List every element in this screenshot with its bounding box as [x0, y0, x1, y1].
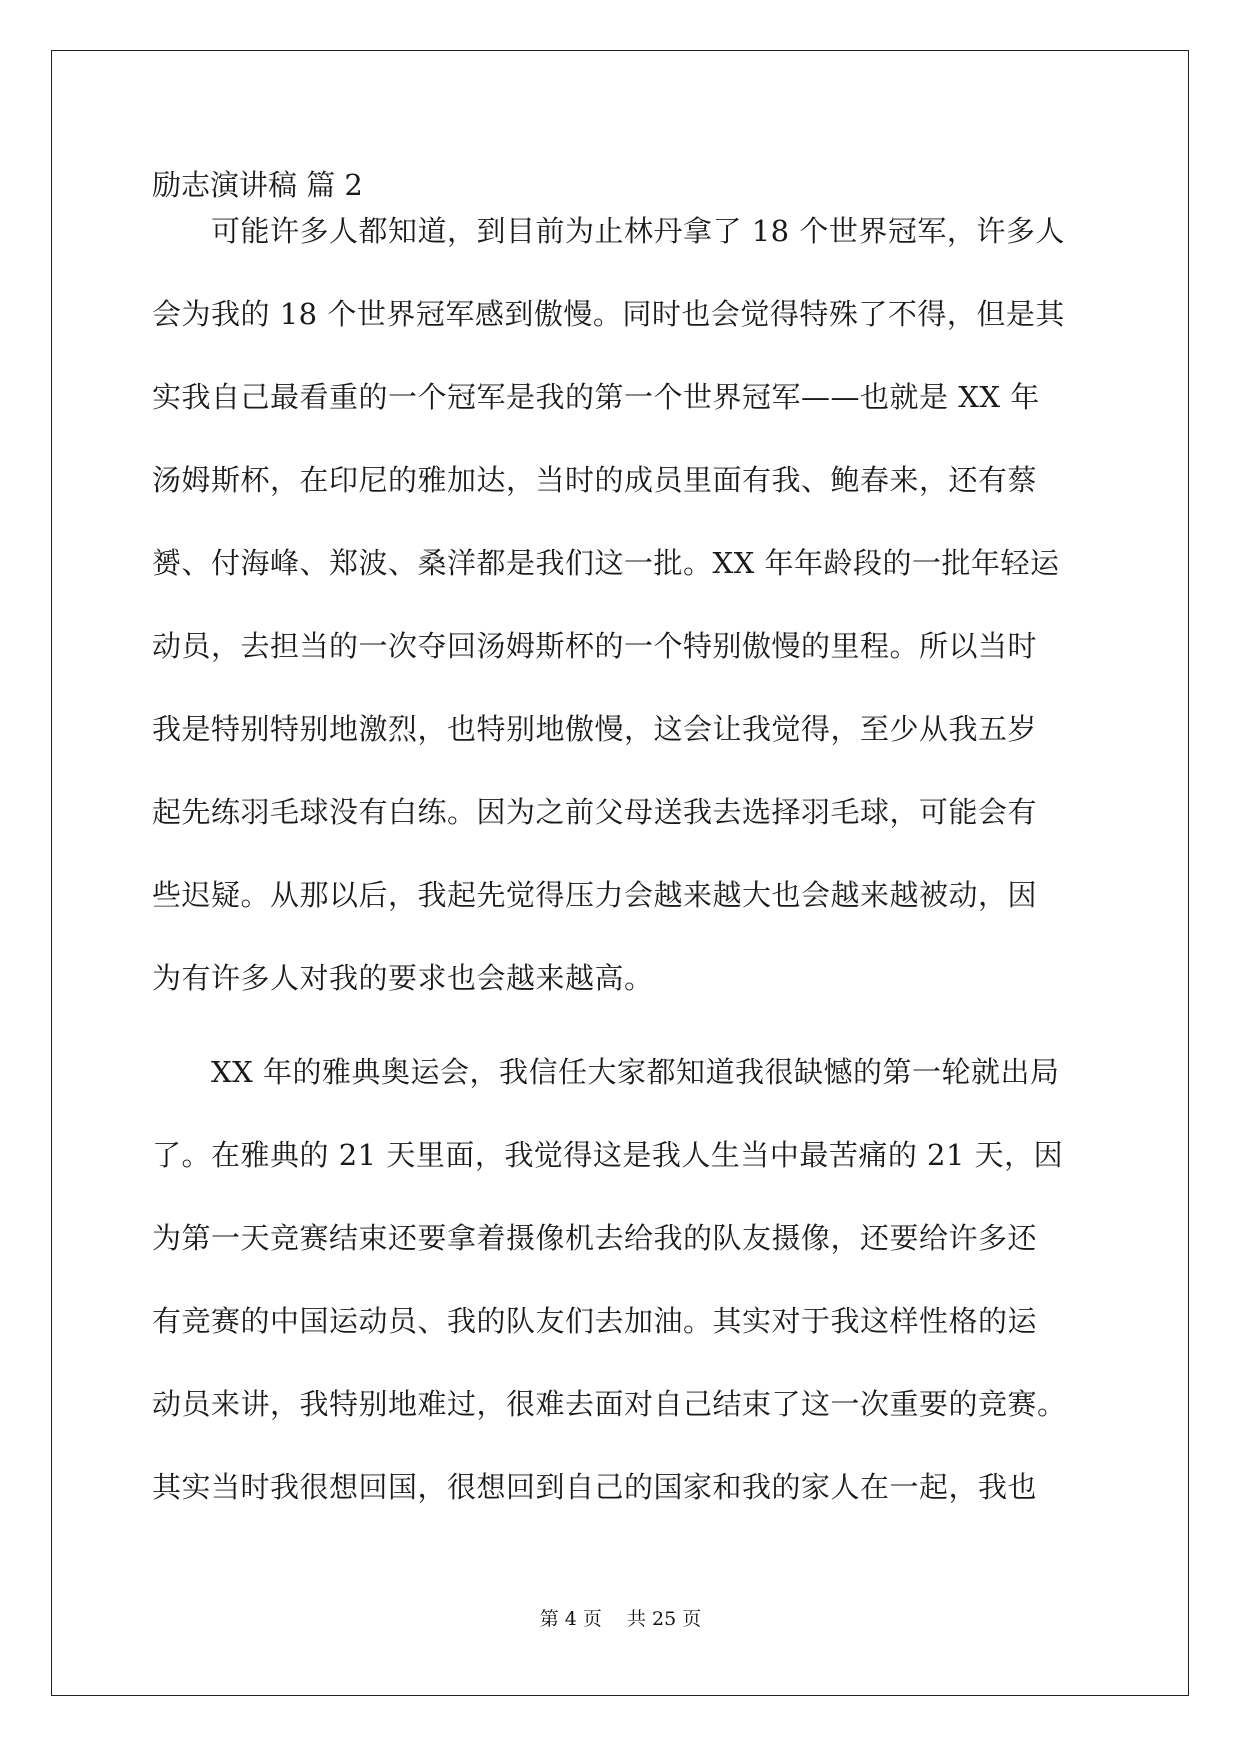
- paragraph-line: 动员，去担当的一次夺回汤姆斯杯的一个特别傲慢的里程。所以当时: [152, 629, 1038, 663]
- paragraph-line: 实我自己最看重的一个冠军是我的第一个世界冠军——也就是 XX 年: [152, 380, 1040, 414]
- paragraph-line: 汤姆斯杯，在印尼的雅加达，当时的成员里面有我、鲍春来，还有蔡: [152, 463, 1038, 497]
- paragraph-line: 为第一天竞赛结束还要拿着摄像机去给我的队友摄像，还要给许多还: [152, 1221, 1038, 1255]
- paragraph-1: [152, 209, 1114, 1039]
- document-heading: 励志演讲稿 篇 2: [152, 168, 363, 202]
- paragraph-line: 赟、付海峰、郑波、桑洋都是我们这一批。XX 年年龄段的一批年轻运: [152, 546, 1060, 580]
- paragraph-line: XX 年的雅典奥运会，我信任大家都知道我很缺憾的第一轮就出局: [152, 1055, 1060, 1089]
- paragraph-line: 了。在雅典的 21 天里面，我觉得这是我人生当中最苦痛的 21 天，因: [152, 1138, 1064, 1172]
- paragraph-2: [152, 1050, 1114, 1548]
- paragraph-line: 其实当时我很想回国，很想回到自己的国家和我的家人在一起，我也: [152, 1470, 1038, 1504]
- page-number-footer: 第 4 页 共 25 页: [539, 1608, 702, 1630]
- paragraph-line: 动员来讲，我特别地难过，很难去面对自己结束了这一次重要的竞赛。: [152, 1387, 1067, 1421]
- paragraph-line: 些迟疑。从那以后，我起先觉得压力会越来越大也会越来越被动，因: [152, 878, 1038, 912]
- paragraph-line: 会为我的 18 个世界冠军感到傲慢。同时也会觉得特殊了不得，但是其: [152, 297, 1065, 331]
- paragraph-line: 可能许多人都知道，到目前为止林丹拿了 18 个世界冠军，许多人: [152, 214, 1065, 248]
- paragraph-line: 为有许多人对我的要求也会越来越高。: [152, 961, 654, 995]
- paragraph-line: 我是特别特别地激烈，也特别地傲慢，这会让我觉得，至少从我五岁: [152, 712, 1038, 746]
- paragraph-line: 起先练羽毛球没有白练。因为之前父母送我去选择羽毛球，可能会有: [152, 795, 1038, 829]
- paragraph-line: 有竞赛的中国运动员、我的队友们去加油。其实对于我这样性格的运: [152, 1304, 1038, 1338]
